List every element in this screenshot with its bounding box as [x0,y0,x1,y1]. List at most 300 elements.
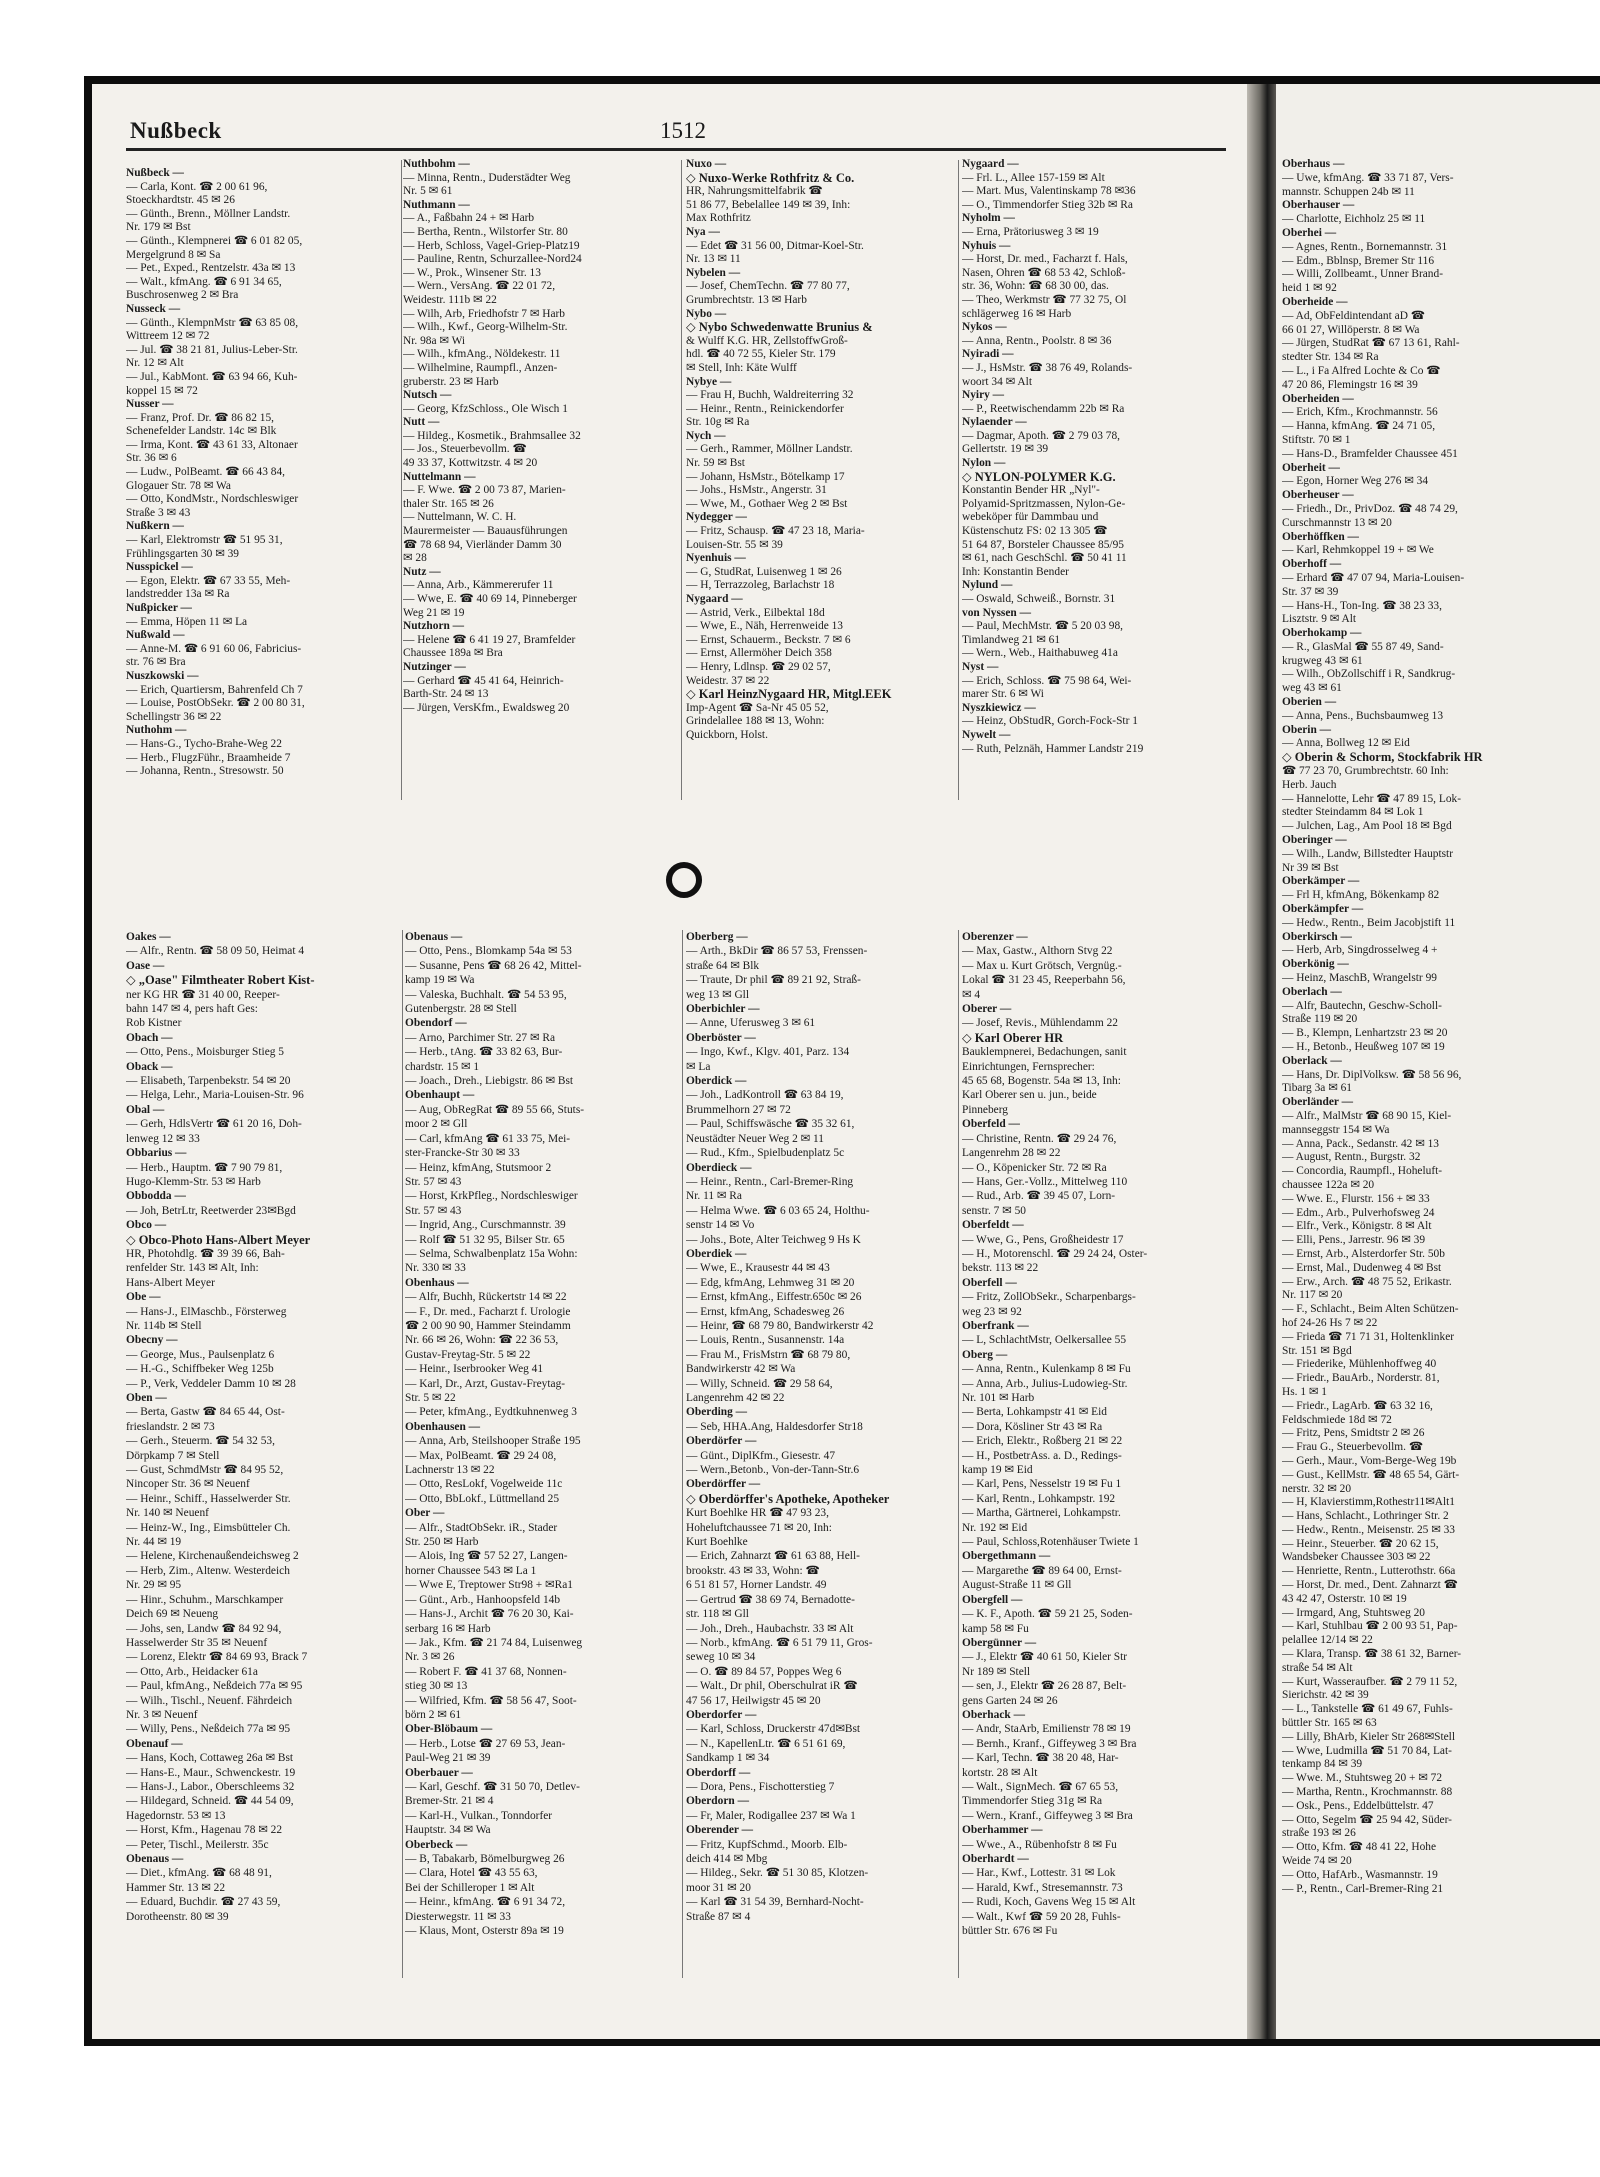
directory-line: — Gust, SchmdMstr ☎ 84 95 52, [126,1464,284,1477]
directory-line: ☎ 2 00 90 90, Hammer Steindamm [405,1319,571,1332]
directory-line: Obach — [126,1031,173,1044]
directory-line: Obenaus — [405,931,463,943]
directory-line: gens Garten 24 ✉ 26 [962,1694,1058,1707]
directory-line: Weidestr. 37 ✉ 22 [686,674,770,687]
directory-line: Nusser — [126,398,174,411]
directory-line: — O., Köpenicker Str. 72 ✉ Ra [962,1161,1107,1174]
directory-line: Obenhaupt — [405,1089,475,1102]
directory-line: ◇ Nuxo-Werke Rothfritz & Co. [686,170,855,185]
directory-line: Weide 74 ✉ 20 [1282,1855,1352,1868]
directory-line: — Frau G., Steuerbevollm. ☎ [1282,1441,1424,1454]
directory-line: Nr. 117 ✉ 20 [1282,1289,1343,1302]
directory-line: — Lorenz, Elektr ☎ 84 69 93, Brack 7 [126,1651,308,1664]
directory-line: — Wern.,Betonb., Von-der-Tann-Str.6 [686,1464,860,1477]
directory-line: Oberinger — [1282,834,1347,847]
directory-line: str. 76 ✉ Bra [126,656,186,669]
directory-line: — August, Rentn., Burgstr. 32 [1282,1151,1421,1164]
directory-line: — Anna, Arb, Steilshooper Straße 195 [405,1435,581,1448]
directory-line: — Jul. ☎ 38 21 81, Julius-Leber-Str. [126,343,298,356]
directory-line: renfelder Str. 143 ✉ Alt, Inh: [126,1262,259,1275]
directory-line: & Wulff K.G. HR, ZellstoffwGroß- [686,334,848,347]
directory-line: Obenaus — [126,1853,184,1865]
directory-line: straße 64 ✉ Blk [686,959,760,972]
directory-line: — Edm., Arb., Pulverhofsweg 24 [1282,1206,1435,1219]
directory-line: — Herb., Lotse ☎ 27 69 53, Jean- [405,1737,566,1750]
directory-line: hdl. ☎ 40 72 55, Kieler Str. 179 [686,348,836,361]
directory-line: — Johann, HsMstr., Bötelkamp 17 [686,470,845,483]
directory-line: — Karl, Geschf. ☎ 31 50 70, Detlev- [405,1780,580,1793]
directory-line: — Edg, kfmAng, Lehmweg 31 ✉ 20 [686,1276,855,1289]
directory-line: — Josef, ChemTechn. ☎ 77 80 77, [686,280,850,293]
directory-line: — Otto, Kfm. ☎ 48 41 22, Hohe [1282,1841,1437,1854]
directory-line: ◇ „Oase" Filmtheater Robert Kist- [126,973,315,988]
directory-line: — Ernst, Arb., Alsterdorfer Str. 50b [1282,1247,1445,1260]
directory-line: Obenhausen — [405,1420,481,1433]
directory-line: — Heinz, kfmAng, Stutsmoor 2 [405,1161,552,1174]
directory-line: Oberdörffer — [686,1478,761,1491]
directory-line: — Franz, Prof. Dr. ☎ 86 82 15, [126,411,275,424]
directory-line: thaler Str. 165 ✉ 26 [403,497,494,510]
directory-line: Nr. 140 ✉ Neuenf [126,1507,209,1520]
directory-line: — Uwe, kfmAng. ☎ 33 71 87, Vers- [1282,171,1454,184]
directory-line: — Gertrud ☎ 38 69 74, Bernadotte- [686,1593,855,1606]
directory-line: Oberien — [1282,696,1337,709]
directory-line: — Otto, ResLokf, Vogelweide 11c [405,1478,563,1491]
directory-line: — Heinr., Rentn., Carl-Bremer-Ring [686,1175,854,1188]
directory-line: — F., Schlacht., Beim Alten Schützen- [1282,1303,1459,1316]
directory-line: Nußbeck — [126,167,184,179]
directory-line: Nr. 59 ✉ Bst [686,457,745,470]
page-number: 1512 [660,118,706,143]
directory-line: Oberdorn — [686,1795,749,1808]
directory-line: — Otto, HafArb., Wasmannstr. 19 [1282,1868,1438,1881]
directory-line: schlägerweg 16 ✉ Harb [962,307,1072,320]
directory-line: moor 31 ✉ 20 [686,1881,751,1894]
directory-line: — Minna, Rentn., Duderstädter Weg [403,171,571,184]
directory-line: Hagedornstr. 53 ✉ 13 [126,1809,226,1822]
directory-line: Küstenschutz FS: 02 13 305 ☎ [962,525,1108,538]
directory-line: ✉ La [686,1060,711,1073]
directory-line: — Wilh., Tischl., Neuenf. Fährdeich [126,1694,293,1707]
directory-line: — Rolf ☎ 51 32 95, Bilser Str. 65 [405,1233,565,1246]
directory-line: — Jos., Steuerbevollm. ☎ [403,443,527,456]
directory-line: — W., Prok., Winsener Str. 13 [403,266,541,279]
directory-line: — Günt., Arb., Hanhoopsfeld 14b [405,1593,561,1606]
directory-line: — Johs., Bote, Alter Teichweg 9 Hs K [686,1233,861,1246]
directory-line: Pinneberg [962,1103,1008,1116]
directory-line: — Günth., KlempnMstr ☎ 63 85 08, [126,316,299,329]
directory-line: ner KG HR ☎ 31 40 00, Reeper- [126,988,280,1001]
directory-line: — Max, PolBeamt. ☎ 29 24 08, [405,1449,557,1462]
directory-line: — Ruth, Pelznäh, Hammer Landstr 219 [962,742,1144,755]
directory-line: — Charlotte, Eichholz 25 ✉ 11 [1282,213,1426,226]
directory-line: — Anna, Bollweg 12 ✉ Eid [1282,737,1410,750]
directory-line: — Paul, Schloss,Rotenhäuser Twiete 1 [962,1536,1139,1549]
directory-line: Nybelen — [686,266,741,279]
directory-line: Hoheluftchaussee 71 ✉ 20, Inh: [686,1521,832,1534]
directory-line: — Jak., Kfm. ☎ 21 74 84, Luisenweg [405,1636,583,1649]
directory-line: Oberdieck — [686,1161,752,1174]
directory-line: — Emma, Höpen 11 ✉ La [126,615,248,628]
directory-line: Oberdiek — [686,1247,747,1260]
directory-line: webeköper für Dammbau und [962,511,1099,524]
directory-line: — Berta, Gastw ☎ 84 65 44, Ost- [126,1406,285,1419]
directory-line: — Friedr., BauArb., Norderstr. 81, [1282,1372,1440,1385]
directory-line: Nußpicker — [126,602,192,614]
directory-line: — Concordia, Raumpfl., Hoheluft- [1282,1165,1443,1178]
directory-line: 43 42 47, Osterstr. 10 ✉ 19 [1282,1592,1407,1605]
directory-line: — Erw., Arch. ☎ 48 75 52, Erikastr. [1282,1275,1452,1288]
directory-line: Imp-Agent ☎ Sa-Nr 45 05 52, [686,701,829,714]
directory-line: Deich 69 ✉ Neueng [126,1608,219,1621]
directory-line: — Walt., SignMech. ☎ 67 65 53, [962,1780,1119,1793]
directory-line: — Josef, Revis., Mühlendamm 22 [962,1017,1118,1030]
directory-line: Nuttelmann — [403,470,476,483]
column-6 [126,930,402,1924]
directory-line: Oberkirsch — [1282,930,1352,943]
directory-line: Obal — [126,1103,165,1116]
directory-line: Nykos — [962,321,1007,334]
directory-line: Oberlach — [1282,985,1342,998]
directory-line: Obergünner — [962,1636,1037,1649]
directory-line: lenweg 12 ✉ 33 [126,1132,200,1145]
directory-line: Nr. 5 ✉ 61 [403,185,453,198]
directory-line: — Otto, KondMstr., Nordschleswiger [126,493,299,506]
directory-line: — Christine, Rentn. ☎ 29 24 76, [962,1132,1117,1145]
directory-line: — Hedw., Rentn., Beim Jacobjstift 11 [1282,916,1456,929]
column-9 [962,930,1232,1938]
directory-line: Nr. 114b ✉ Stell [126,1319,202,1332]
directory-line: Nr. 3 ✉ 26 [405,1651,455,1664]
directory-line: — Herb, Arb, Singdrosselweg 4 + [1282,944,1438,957]
directory-line: mannstr. Schuppen 24b ✉ 11 [1282,185,1415,198]
directory-line: — Max, Gastw., Althorn Stvg 22 [962,945,1113,958]
directory-line: ◇ Obco-Photo Hans-Albert Meyer [126,1232,311,1247]
directory-line: senstr. 7 ✉ 50 [962,1204,1026,1217]
directory-line: Hauptstr. 34 ✉ Wa [405,1824,491,1837]
directory-line: — Alfr., MalMstr ☎ 68 90 15, Kiel- [1282,1109,1452,1122]
directory-line: ✉ 28 [403,552,427,565]
directory-line: — Joh., Dreh., Haubachstr. 33 ✉ Alt [686,1622,854,1635]
directory-line: Bauklempnerei, Bedachungen, sanit [962,1046,1127,1059]
directory-line: Oberheiden — [1282,392,1354,405]
directory-line: — Hildeg., Kosmetik., Brahmsallee 32 [403,429,581,442]
directory-line: — Andr, StaArb, Emilienstr 78 ✉ 19 [962,1723,1131,1736]
directory-line: — Karl, Elektromstr ☎ 51 95 31, [126,534,283,547]
directory-line: — Rudi, Koch, Gavens Weg 15 ✉ Alt [962,1896,1136,1909]
directory-line: Bei der Schilleroper 1 ✉ Alt [405,1881,535,1894]
directory-line: Herb. Jauch [1282,778,1337,791]
directory-line: Oberhammer — [962,1824,1043,1837]
directory-line: Nusseck — [126,302,181,315]
directory-line: — Wilh., ObZollschiff i R, Sandkrug- [1282,668,1456,681]
directory-line: — Karl, Rentn., Lohkampstr. 192 [962,1492,1116,1505]
directory-line: Nylaender — [962,416,1027,429]
directory-line: — Karl, Dr., Arzt, Gustav-Freytag- [405,1377,566,1390]
directory-line: — J., HsMstr. ☎ 38 76 49, Rolands- [962,361,1133,374]
directory-line: Neustädter Neuer Weg 2 ✉ 11 [686,1132,824,1145]
directory-line: — Gust., KellMstr. ☎ 48 65 54, Gärt- [1282,1468,1460,1481]
directory-line: weg 23 ✉ 92 [962,1305,1022,1318]
directory-line: — Erich, Elektr., Roßberg 21 ✉ 22 [962,1435,1123,1448]
directory-line: — Louis, Rentn., Susannenstr. 14a [686,1334,845,1347]
directory-line: — L., i Fa Alfred Lochte & Co ☎ [1282,364,1441,377]
directory-line: Oberdorff — [686,1766,751,1779]
directory-line: 66 01 27, Willöperstr. 8 ✉ Wa [1282,323,1420,336]
directory-line: — L., Tankstelle ☎ 61 49 67, Fuhls- [1282,1703,1453,1716]
directory-line: Max Rothfritz [686,212,751,225]
directory-line: — Wilh., Kwf., Georg-Wilhelm-Str. [403,321,568,334]
directory-line: — Rud., Kfm., Spielbudenplatz 5c [686,1147,845,1160]
directory-line: — Herb., Hauptm. ☎ 7 90 79 81, [126,1161,283,1174]
directory-line: — Arth., BkDir ☎ 86 57 53, Frenssen- [686,945,868,958]
directory-line: — Fritz, Pens, Smidtstr 2 ✉ 26 [1282,1427,1425,1440]
directory-line: — Theo, Werkmstr ☎ 77 32 75, Ol [962,293,1127,306]
directory-line: — Joach., Dreh., Liebigstr. 86 ✉ Bst [405,1075,574,1088]
directory-line: Dorotheenstr. 80 ✉ 39 [126,1910,229,1923]
directory-line: Obendorf — [405,1017,467,1030]
directory-line: Paul-Weg 21 ✉ 39 [405,1752,491,1765]
directory-line: — Helga, Lehr., Maria-Louisen-Str. 96 [126,1089,304,1102]
directory-line: — Alois, Ing ☎ 57 52 27, Langen- [405,1550,568,1563]
directory-line: — Gerh., Steuerm. ☎ 54 32 53, [126,1435,275,1448]
directory-line: — Fritz, ZollObSekr., Scharpenbargs- [962,1291,1136,1304]
directory-line: — Wilfried, Kfm. ☎ 58 56 47, Soot- [405,1694,577,1707]
directory-line: Str. 57 ✉ 43 [405,1175,462,1188]
directory-line: Nywelt — [962,728,1011,741]
directory-line: Lisztstr. 9 ✉ Alt [1282,613,1357,626]
directory-line: kamp 58 ✉ Fu [962,1622,1029,1635]
directory-line: — Fritz, KupfSchmd., Moorb. Elb- [686,1838,848,1851]
directory-line: ◇ Karl HeinzNygaard HR, Mitgl.EEK [686,687,892,702]
directory-line: — H., Betonb., Heußweg 107 ✉ 19 [1282,1041,1445,1053]
directory-line: — Erna, Prätoriusweg 3 ✉ 19 [962,225,1099,238]
directory-line: — Alfr., Rentn. ☎ 58 09 50, Heimat 4 [126,945,305,958]
directory-line: Nyiradi — [962,348,1014,361]
directory-line: weg 43 ✉ 61 [1282,682,1342,695]
directory-line: — H, Terrazzoleg, Barlachstr 18 [686,579,835,592]
directory-line: Oberhoff — [1282,558,1342,571]
directory-line: — Horst, Dr. med., Dent. Zahnarzt ☎ [1282,1579,1458,1592]
directory-line: — Helene, Kirchenaußendeichsweg 2 [126,1550,299,1563]
directory-line: — Helma Wwe. ☎ 6 03 65 24, Holthu- [686,1204,870,1217]
directory-line: — Wwe. E., Flurstr. 156 + ✉ 33 [1282,1192,1430,1205]
directory-line: — Karl, Stuhlbau ☎ 2 00 93 51, Pap- [1282,1620,1458,1633]
directory-line: stieg 30 ✉ 13 [405,1680,468,1693]
directory-line: Hasselwerder Str 35 ✉ Neuenf [126,1636,268,1649]
directory-line: Langenrehm 28 ✉ 22 [962,1147,1061,1160]
directory-line: Nutzinger — [403,660,466,673]
directory-line: — Martha, Rentn., Krochmannstr. 88 [1282,1786,1453,1799]
directory-line: — Hildeg., Sekr. ☎ 51 30 85, Klotzen- [686,1867,869,1880]
directory-line: — Wilh., Landw, Billstedter Hauptstr [1282,847,1454,860]
directory-line: 51 64 87, Borsteler Chaussee 85/95 [962,538,1124,551]
column-divider [401,160,402,800]
directory-line: Ober-Blöbaum — [405,1723,493,1736]
directory-line: — Har., Kwf., Lottestr. 31 ✉ Lok [962,1867,1116,1880]
directory-line: Nyholm — [962,212,1015,225]
column-8 [686,930,956,1924]
directory-line: — Clara, Hotel ☎ 43 55 63, [405,1867,538,1880]
directory-line: — Johs., HsMstr., Angerstr. 31 [686,484,827,497]
directory-line: — Helene ☎ 6 41 19 27, Bramfelder [403,633,576,646]
directory-line: — Erich, Quartiersm, Bahrenfeld Ch 7 [126,683,303,696]
directory-line: — Peter, kfmAng., Eydtkuhnenweg 3 [405,1406,577,1419]
directory-line: Nuszkowski — [126,669,199,682]
directory-line: — B., Klempn, Lenhartzstr 23 ✉ 20 [1282,1027,1448,1040]
directory-line: — Wern., Kranf., Giffeyweg 3 ✉ Bra [962,1809,1133,1822]
directory-line: — Herb., FlugzFühr., Braamheide 7 [126,751,291,764]
directory-line: — Aug, ObRegRat ☎ 89 55 66, Stuts- [405,1103,585,1116]
directory-line: — Joh., LadKontroll ☎ 63 84 19, [686,1089,844,1102]
directory-line: Einrichtungen, Fernsprecher: [962,1060,1095,1073]
directory-line: Nybo — [686,307,727,320]
directory-line: Oberfrank — [962,1319,1029,1332]
directory-line: Nr. 101 ✉ Harb [962,1392,1035,1404]
directory-line: Nußwald — [126,629,185,642]
directory-line: — Wwe, G., Pens, Großheidestr 17 [962,1233,1124,1246]
directory-line: — A., Faßbahn 24 + ✉ Harb [403,212,535,225]
directory-line: — Anna, Pens., Buchsbaumweg 13 [1282,709,1444,722]
directory-line: str. 36, Wohn: ☎ 68 30 00, das. [962,280,1109,293]
directory-line: — Georg, KfzSchloss., Ole Wisch 1 [403,402,568,415]
directory-line: Nr. 3 ✉ Neuenf [126,1708,198,1721]
directory-line: — Ludw., PolBeamt. ☎ 66 43 84, [126,466,285,479]
directory-line: — Wwe, E., Näh, Herrenweide 13 [686,620,843,633]
directory-line: Str. 36 ✉ 6 [126,452,177,465]
directory-line: — Otto, Segelm ☎ 25 94 42, Süder- [1282,1813,1452,1826]
directory-line: — Anna, Pack., Sedanstr. 42 ✉ 13 [1282,1137,1439,1150]
directory-line: — Bertha, Rentn., Wilstorfer Str. 80 [403,225,568,238]
directory-line: — J., Elektr ☎ 40 61 50, Kieler Str [962,1651,1128,1664]
directory-line: Oberhöffken — [1282,530,1359,543]
directory-line: — Ernst, Mal., Dudenweg 4 ✉ Bst [1282,1261,1442,1274]
directory-line: Barth-Str. 24 ✉ 13 [403,688,489,701]
directory-line: Bremer-Str. 21 ✉ 4 [405,1795,494,1808]
directory-line: Obenauf — [126,1737,183,1750]
directory-line: — Otto, Arb., Heidacker 61a [126,1665,258,1678]
directory-line: — Hans-J., Labor., Oberschleems 32 [126,1780,295,1793]
column-4 [962,158,1232,756]
directory-line: — H., PostbetrAss. a. D., Redings- [962,1449,1122,1462]
directory-line: — Hans-G., Tycho-Brahe-Weg 22 [126,737,282,750]
directory-line: — Joh, BetrLtr, Reetwerder 23✉Bgd [126,1204,296,1217]
directory-line: Oberfeldt — [962,1219,1024,1232]
directory-line: Nya — [686,225,720,238]
directory-line: — Pet., Exped., Rentzelstr. 43a ✉ 13 [126,262,296,275]
directory-line: Str. 57 ✉ 43 [405,1204,462,1217]
directory-line: Str. 250 ✉ Harb [405,1536,479,1549]
directory-line: — Osk., Pens., Eddelbüttelstr. 47 [1282,1799,1434,1812]
directory-line: — Traute, Dr phil ☎ 89 21 92, Straß- [686,974,861,987]
directory-line: Diesterwegstr. 11 ✉ 33 [405,1910,511,1923]
directory-line: — G, StudRat, Luisenweg 1 ✉ 26 [686,565,842,578]
directory-line: — Willi, Zollbeamt., Unner Brand- [1282,268,1443,281]
directory-line: landstredder 13a ✉ Ra [126,588,230,601]
directory-line: Dörpkamp 7 ✉ Stell [126,1449,220,1462]
directory-line: — Hinr., Schuhm., Marschkamper [126,1593,284,1606]
directory-line: — Henriette, Rentn., Lutterothstr. 66a [1282,1565,1456,1578]
column-2 [403,158,675,715]
directory-line: Nydegger — [686,511,747,524]
directory-line: büttler Str. 165 ✉ 63 [1282,1717,1377,1730]
directory-line: Inh: Konstantin Bender [962,565,1069,578]
directory-line: Nuxo — [686,158,727,170]
directory-line: Karl Oberer sen u. jun., beide [962,1089,1097,1102]
directory-line: koppel 15 ✉ 72 [126,384,198,397]
directory-line: — F., Dr. med., Facharzt f. Urologie [405,1305,571,1318]
directory-line: — Walt., kfmAng. ☎ 6 91 34 65, [126,275,282,288]
directory-line: straße 54 ✉ Alt [1282,1661,1353,1674]
directory-line: Nr. 192 ✉ Eid [962,1521,1028,1534]
column-divider [682,930,683,1978]
directory-line: Nußkern — [126,520,184,533]
directory-line: — Heinz-W., Ing., Eimsbütteler Ch. [126,1521,291,1534]
directory-line: — Jul., KabMont. ☎ 63 94 66, Kuh- [126,370,298,383]
directory-line: Nuthohm — [126,724,187,737]
directory-line: Oberdorfer — [686,1708,757,1721]
directory-line: — Irma, Kont. ☎ 43 61 33, Altonaer [126,438,298,451]
directory-line: — Hans-D., Bramfelder Chaussee 451 [1282,447,1458,460]
directory-line: Nr 39 ✉ Bst [1282,861,1339,874]
directory-line: — Hans, Koch, Cottaweg 26a ✉ Bst [126,1752,294,1765]
directory-line: Oberkämper — [1282,875,1360,888]
directory-line: — Hans-H., Ton-Ing. ☎ 38 23 33, [1282,599,1442,612]
directory-line: Obergethmann — [962,1550,1051,1563]
directory-line: HR, Photohdlg. ☎ 39 39 66, Bah- [126,1247,285,1260]
directory-line: — Rud., Arb. ☎ 39 45 07, Lorn- [962,1190,1116,1203]
directory-line: Obbodda — [126,1190,186,1203]
directory-line: — Klaus, Mont, Osterstr 89a ✉ 19 [405,1925,564,1938]
directory-line: Grindelallee 188 ✉ 13, Wohn: [686,715,825,728]
directory-line: — H, Klavierstimm,Rothestr11✉Alt1 [1282,1496,1456,1509]
directory-line: — Fritz, Schausp. ☎ 47 23 18, Maria- [686,525,865,538]
directory-line: Oase — [126,959,165,972]
directory-line: — Herb, Zim., Altenw. Westerdeich [126,1564,290,1577]
directory-line: — Irmgard, Ang, Stuhtsweg 20 [1282,1606,1426,1619]
directory-line: — Anne, Uferusweg 3 ✉ 61 [686,1017,816,1030]
directory-line: bahn 147 ✉ 4, pers haft Ges: [126,1003,258,1016]
directory-line: — Hans, Ger.-Vollz., Mittelweg 110 [962,1175,1128,1188]
directory-line: — Ernst, Schauerm., Beckstr. 7 ✉ 6 [686,633,851,646]
directory-line: börn 2 ✉ 61 [405,1708,462,1721]
directory-line: — Karl, Techn. ☎ 38 20 48, Har- [962,1752,1119,1765]
directory-line: — Frau M., FrisMstrn ☎ 68 79 80, [686,1348,851,1361]
directory-line: Glogauer Str. 78 ✉ Wa [126,479,231,492]
directory-line: 51 86 77, Bebelallee 149 ✉ 39, Inh: [686,198,851,211]
directory-line: — Astrid, Verk., Eilbektal 18d [686,606,825,619]
directory-line: — Hans, Schlacht., Lothringer Str. 2 [1282,1510,1449,1523]
directory-line: — Carla, Kont. ☎ 2 00 61 96, [126,180,268,193]
directory-line: Obecny — [126,1334,178,1347]
directory-line: Polyamid-Spritzmassen, Nylon-Ge- [962,497,1126,510]
book-gutter [1247,84,1276,2039]
directory-line: — Louise, PostObSekr. ☎ 2 00 80 31, [126,697,305,710]
directory-line: Curschmannstr 13 ✉ 20 [1282,516,1392,529]
directory-line: — Karl ☎ 31 54 39, Bernhard-Nocht- [686,1896,864,1909]
directory-line: — Harald, Kwf., Stresemannstr. 73 [962,1881,1123,1894]
directory-line: — L, SchlachtMstr, Oelkersallee 55 [962,1334,1127,1347]
directory-line: — Edet ☎ 31 56 00, Ditmar-Koel-Str. [686,239,864,252]
directory-line: — Johanna, Rentn., Stresowstr. 50 [126,765,284,778]
directory-line: Obco — [126,1219,167,1232]
directory-line: — Hanna, kfmAng. ☎ 24 71 05, [1282,420,1436,433]
directory-line: kortstr. 28 ✉ Alt [962,1766,1038,1779]
directory-line: — Heinr., kfmAng. ☎ 6 91 34 72, [405,1896,566,1909]
directory-line: — Wern., VersAng. ☎ 22 01 72, [403,280,556,293]
directory-line: — Ingo, Kwf., Klgv. 401, Parz. 134 [686,1046,850,1059]
directory-line: moor 2 ✉ Gll [405,1118,468,1131]
